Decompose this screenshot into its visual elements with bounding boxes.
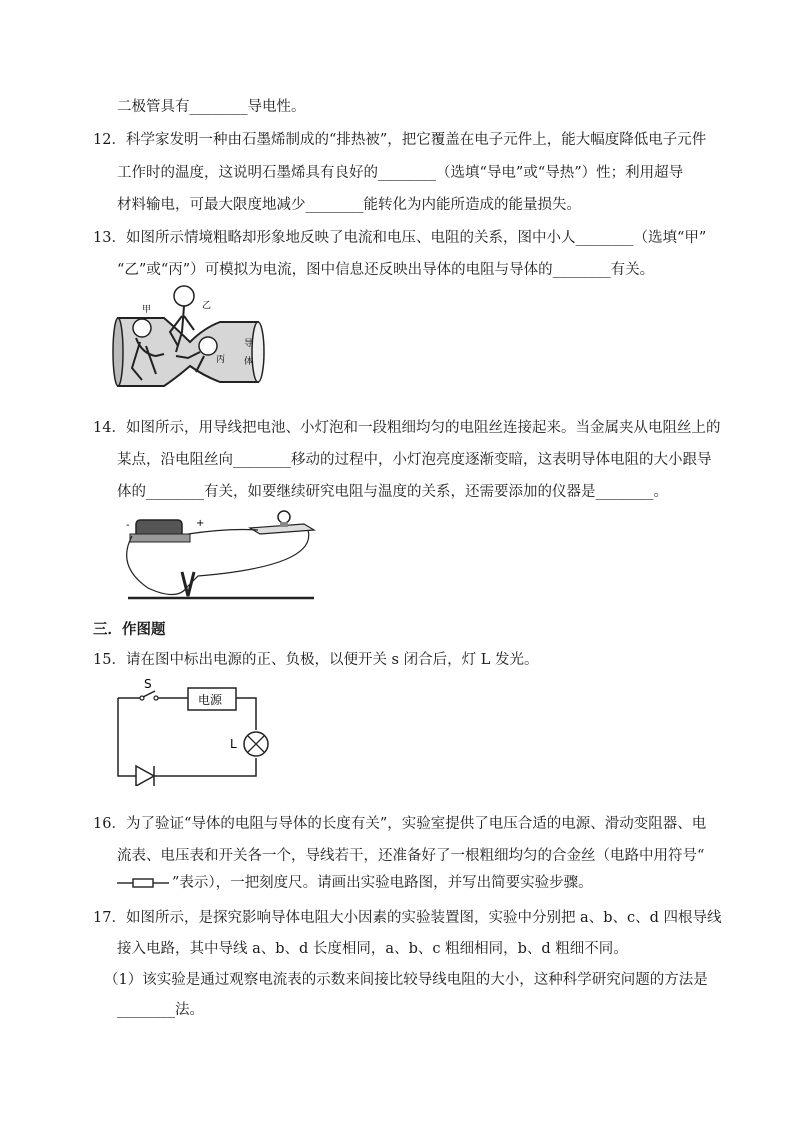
q15-text: 15．请在图中标出电源的正、负极，以便开关 s 闭合后，灯 L 发光。 [93, 652, 539, 668]
battery-icon [130, 520, 190, 542]
label-conductor-1: 导 [244, 339, 254, 349]
q12-line-2: 工作时的温度，这说明石墨烯具有良好的________（选填“导电”或“导热”）性；利用超导 [117, 165, 684, 181]
q12-line-1: 12．科学家发明一种由石墨烯制成的“排热被”，把它覆盖在电子元件上，能大幅度降低电子元件 [93, 132, 707, 148]
q16-line-1: 16．为了验证“导体的电阻与导体的长度有关”，实验室提供了电压合适的电源、滑动变阻器、电 [93, 816, 707, 832]
q11-tail-text: 二极管具有________导电性。 [117, 99, 306, 115]
section-heading: 三．作图题 [93, 621, 166, 638]
q14-circuit-figure [118, 506, 320, 606]
switch-label: S [144, 677, 152, 691]
battery-minus-label: - [126, 520, 130, 531]
label-jia: 甲 [142, 305, 152, 315]
label-bing: 丙 [216, 355, 226, 365]
battery-plus-label: + [196, 518, 205, 529]
q17-sub1-line-2: ________法。 [117, 1002, 204, 1018]
q14-line-3: 体的________有关，如要继续研究电阻与温度的关系，还需要添加的仪器是________。 [117, 484, 668, 500]
lamp-label: L [230, 737, 237, 751]
label-conductor-2: 体 [244, 357, 254, 367]
q16-line-2: 流表、电压表和开关各一个，导线若干，还准备好了一根粗细均匀的合金丝（电路中用符号“ [117, 848, 705, 864]
q16-line-3: ”表示），一把刻度尺。请画出实验电路图，并写出简要实验步骤。 [172, 875, 593, 891]
q14-line-1: 14．如图所示，用导线把电池、小灯泡和一段粗细均匀的电阻丝连接起来。当金属夹从电阻丝上的 [93, 420, 721, 436]
q13-line-2: “乙”或“丙”）可模拟为电流，图中信息还反映出导体的电阻与导体的________有关。 [117, 262, 655, 278]
q13-line-1: 13．如图所示情境粗略却形象地反映了电流和电压、电阻的关系，图中小人________（选填“甲” [93, 230, 707, 246]
switch-icon [140, 691, 158, 700]
q17-sub1-line-1: （1）该实验是通过观察电流表的示数来间接比较导线电阻的大小，这种科学研究问题的方法是 [104, 972, 708, 988]
lamp-icon [244, 732, 268, 756]
alloy-wire-symbol-icon [117, 876, 169, 890]
q14-line-2: 某点，沿电阻丝向________移动的过程中，小灯泡亮度逐渐变暗，这表明导体电阻的大小跟导 [117, 452, 712, 468]
power-source-label: 电源 [198, 693, 223, 707]
q12-line-3: 材料输电，可最大限度地减少________能转化为内能所造成的能量损失。 [117, 197, 581, 213]
label-yi: 乙 [202, 301, 212, 311]
q15-circuit-diagram [108, 676, 278, 786]
q17-line-1: 17．如图所示，是探究影响导体电阻大小因素的实验装置图，实验中分别把 a、b、c、d 四根导线 [93, 910, 722, 926]
diode-icon [132, 766, 160, 786]
metal-clip-icon [182, 572, 194, 596]
q17-line-2: 接入电路，其中导线 a、b、d 长度相同，a、b、c 粗细相同，b、d 粗细不同。 [117, 941, 628, 957]
lightbulb-icon [250, 511, 314, 534]
q13-conductor-figure [112, 282, 268, 390]
